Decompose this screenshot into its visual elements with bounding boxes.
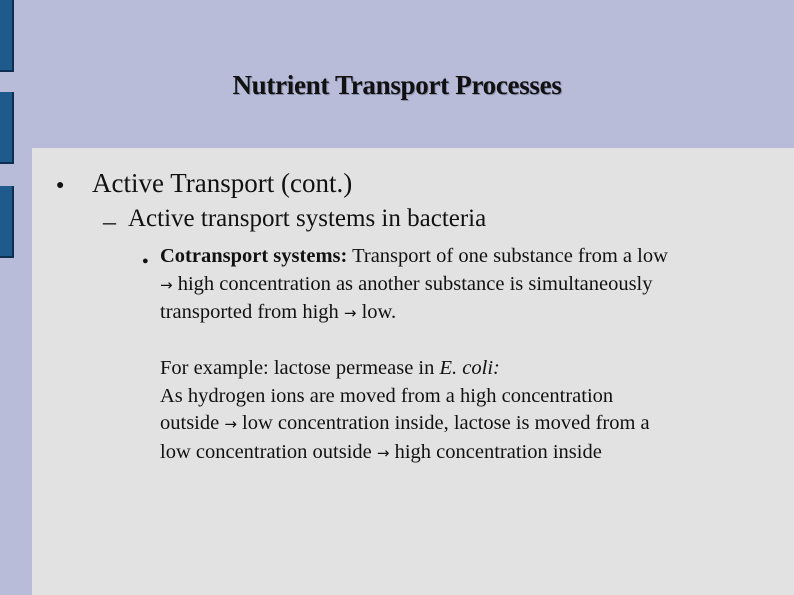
cotransport-paragraph (160, 243, 770, 328)
example-line3-a: outside (160, 412, 225, 434)
example-prefix: For example: lactose permease in (160, 357, 440, 379)
arrow-icon: → (160, 275, 173, 294)
arrow-icon: → (376, 443, 390, 462)
level1-text: Active Transport (cont.) (92, 168, 353, 198)
slide-title: Nutrient Transport Processes (232, 70, 562, 100)
arrow-icon: → (224, 415, 237, 433)
example-paragraph (160, 355, 770, 467)
level2-dash: – (103, 207, 116, 236)
line2-text: high concentration as another substance is simultaneously (172, 272, 653, 295)
example-line3-b: low concentration inside, lactose is moved from a (236, 412, 650, 434)
example-line4-a: low concentration outside (160, 440, 377, 463)
side-bar (0, 186, 14, 258)
level1-bullet: ● (56, 178, 65, 193)
level3-body (160, 243, 770, 467)
level2-text: Active transport systems in bacteria (128, 205, 487, 232)
example-line2: As hydrogen ions are moved from a high concentration (160, 384, 614, 407)
arrow-icon: → (343, 304, 357, 322)
cotransport-term: Cotransport systems: (160, 245, 348, 267)
side-bar (0, 0, 14, 72)
example-line4-b: high concentration inside (389, 440, 602, 463)
example-organism: E. coli: (439, 357, 500, 379)
level3-bullet: ● (142, 255, 149, 267)
line3-text-b: low. (356, 301, 397, 323)
side-bar (0, 92, 14, 164)
line3-text-a: transported from high (160, 301, 344, 323)
line1-text: Transport of one substance from a low (347, 245, 668, 267)
